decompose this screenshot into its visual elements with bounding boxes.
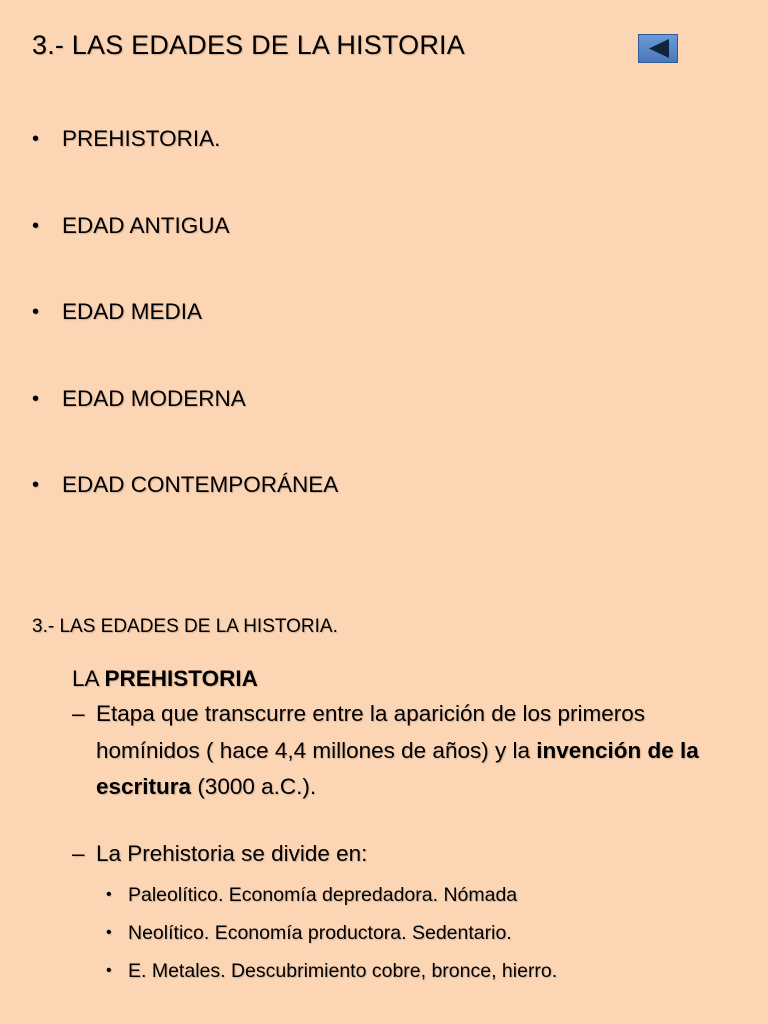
- bullet-icon: •: [32, 301, 40, 323]
- dash-icon: –: [72, 840, 85, 866]
- section-heading: LA PREHISTORIA: [72, 666, 258, 691]
- list-item: • EDAD MODERNA: [32, 380, 338, 467]
- list-item: • Neolítico. Economía productora. Sedentario.: [106, 914, 752, 952]
- definition-point: – Etapa que transcurre entre la aparición de los primeros homínidos ( hace 4,4 millones de años) y la invención de la escritura (3000 a.C.).: [72, 696, 752, 806]
- list-item: • EDAD CONTEMPORÁNEA: [32, 466, 338, 553]
- triangle-left-icon: [639, 35, 677, 62]
- back-button[interactable]: [638, 34, 678, 63]
- list-item: • EDAD ANTIGUA: [32, 207, 338, 294]
- bullet-icon: •: [32, 474, 40, 496]
- periods-list: [106, 876, 752, 990]
- bullet-icon: •: [32, 128, 40, 150]
- bullet-icon: •: [106, 962, 112, 979]
- list-item: • E. Metales. Descubrimiento cobre, bronce, hierro.: [106, 952, 752, 990]
- ages-list: [32, 120, 338, 553]
- prehistory-section: [72, 666, 752, 990]
- bullet-icon: •: [32, 387, 40, 410]
- bullet-icon: •: [106, 886, 112, 903]
- bullet-icon: •: [106, 924, 112, 941]
- list-item: • EDAD MEDIA: [32, 293, 338, 380]
- slide-title: 3.- LAS EDADES DE LA HISTORIA: [32, 30, 465, 60]
- list-item: • Paleolítico. Economía depredadora. Nómada: [106, 876, 752, 914]
- dash-icon: –: [72, 701, 85, 726]
- section-title: 3.- LAS EDADES DE LA HISTORIA.: [32, 616, 338, 637]
- bullet-icon: •: [32, 214, 40, 237]
- list-item: • PREHISTORIA.: [32, 120, 338, 207]
- division-point: – La Prehistoria se divide en:: [72, 836, 752, 873]
